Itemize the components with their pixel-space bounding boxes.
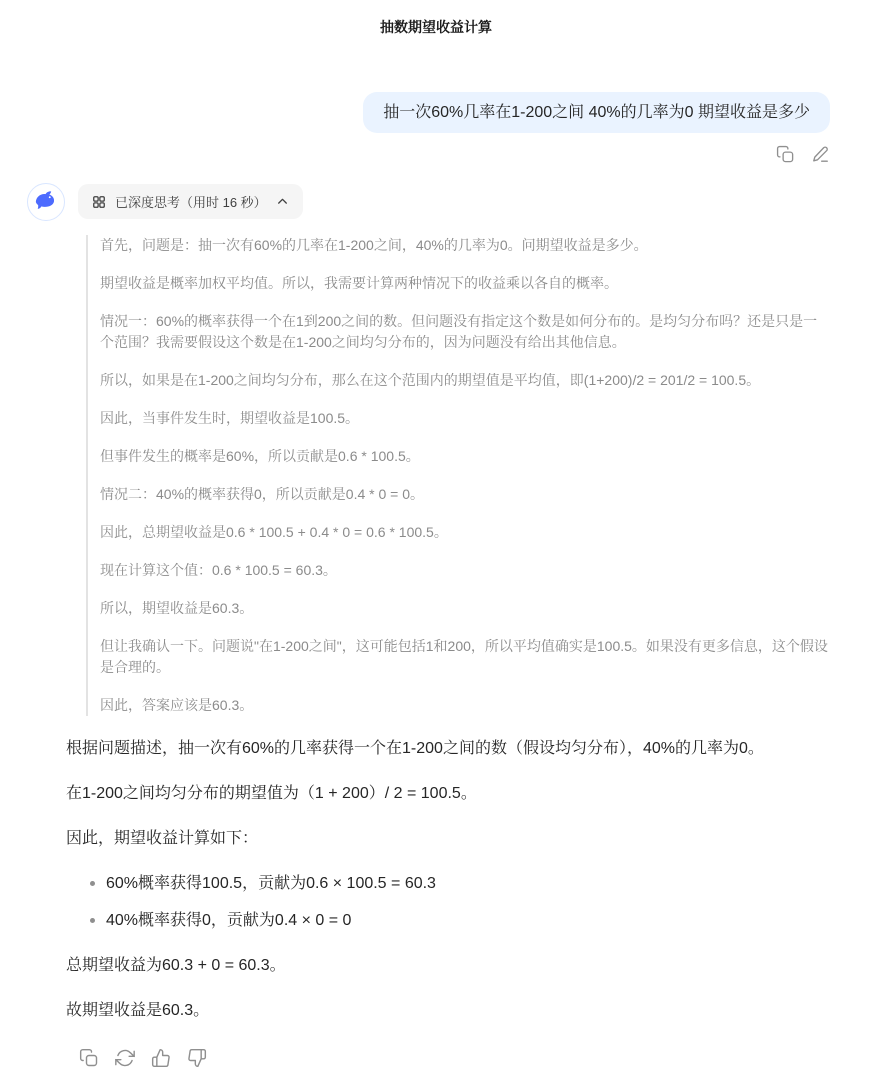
answer-paragraph: 总期望收益为60.3 + 0 = 60.3。 bbox=[66, 957, 286, 974]
copy-user-message-button[interactable] bbox=[775, 146, 795, 166]
thinking-paragraph: 但事件发生的概率是60%，所以贡献是0.6 * 100.5。 bbox=[100, 448, 420, 464]
thumbs-up-button[interactable] bbox=[151, 1049, 171, 1069]
assistant-avatar bbox=[27, 183, 65, 221]
edit-user-message-button[interactable] bbox=[810, 146, 830, 166]
answer-bullet-item: 40%概率获得0，贡献为0.4 × 0 = 0 bbox=[90, 909, 830, 933]
answer-intro bbox=[66, 737, 830, 851]
assistant-message-header bbox=[27, 183, 830, 221]
copy-icon bbox=[79, 1048, 99, 1071]
thumbs-down-icon bbox=[187, 1048, 207, 1071]
thinking-paragraph: 情况一：60%的概率获得一个在1到200之间的数。但问题没有指定这个数是如何分布的。是均匀分布吗？还是只是一个范围？我需要假设这个数是在1-200之间均匀分布的，因为问题没有给出其他信息。 bbox=[100, 313, 818, 350]
answer-paragraph: 因此，期望收益计算如下： bbox=[66, 830, 259, 847]
thinking-paragraph: 情况二：40%的概率获得0，所以贡献是0.4 * 0 = 0。 bbox=[100, 486, 425, 502]
user-message-actions bbox=[27, 146, 830, 166]
answer-block bbox=[66, 737, 830, 1023]
thinking-paragraph: 但让我确认一下。问题说"在1-200之间"，这可能包括1和200，所以平均值确实是100.5。如果没有更多信息，这个假设是合理的。 bbox=[100, 638, 828, 675]
chevron-up-icon bbox=[276, 195, 289, 208]
answer-paragraph: 根据问题描述，抽一次有60%的几率获得一个在1-200之间的数（假设均匀分布），40%的几率为0。 bbox=[66, 740, 764, 757]
thinking-paragraph: 期望收益是概率加权平均值。所以，我需要计算两种情况下的收益乘以各自的概率。 bbox=[100, 275, 618, 291]
page-header bbox=[0, 0, 872, 37]
regenerate-button[interactable] bbox=[115, 1049, 135, 1069]
thumbs-down-button[interactable] bbox=[187, 1049, 207, 1069]
user-message-row bbox=[27, 92, 830, 133]
deep-think-icon bbox=[92, 195, 106, 209]
answer-paragraph: 故期望收益是60.3。 bbox=[66, 1002, 210, 1019]
answer-bullet-item: 60%概率获得100.5，贡献为0.6 × 100.5 = 60.3 bbox=[90, 872, 830, 896]
chat-area bbox=[0, 92, 872, 1069]
assistant-message-actions bbox=[79, 1049, 830, 1069]
copy-response-button[interactable] bbox=[79, 1049, 99, 1069]
user-message-bubble: 抽一次60%几率在1-200之间 40%的几率为0 期望收益是多少 bbox=[363, 92, 830, 133]
copy-icon bbox=[776, 145, 795, 167]
deep-think-label: 已深度思考（用时 16 秒） bbox=[115, 195, 267, 210]
thinking-paragraph: 因此，答案应该是60.3。 bbox=[100, 697, 254, 713]
deep-think-toggle-button[interactable] bbox=[78, 184, 303, 219]
deepseek-whale-icon bbox=[33, 187, 59, 218]
thinking-paragraph: 因此，总期望收益是0.6 * 100.5 + 0.4 * 0 = 0.6 * 100.5。 bbox=[100, 524, 448, 540]
refresh-icon bbox=[115, 1048, 135, 1071]
thinking-paragraph: 现在计算这个值：0.6 * 100.5 = 60.3。 bbox=[100, 562, 337, 578]
answer-paragraph: 在1-200之间均匀分布的期望值为（1 + 200）/ 2 = 100.5。 bbox=[66, 785, 477, 802]
answer-closing bbox=[66, 954, 830, 1023]
thinking-paragraph: 因此，当事件发生时，期望收益是100.5。 bbox=[100, 410, 360, 426]
edit-icon bbox=[811, 145, 830, 167]
thinking-paragraph: 所以，如果是在1-200之间均匀分布，那么在这个范围内的期望值是平均值，即(1+200)/2 = 201/2 = 100.5。 bbox=[100, 372, 761, 388]
answer-bullet-list bbox=[66, 872, 830, 933]
page-title: 抽数期望收益计算 bbox=[380, 19, 492, 35]
thinking-block bbox=[86, 235, 830, 716]
thinking-paragraph: 首先，问题是：抽一次有60%的几率在1-200之间，40%的几率为0。问期望收益是多少。 bbox=[100, 237, 648, 253]
thumbs-up-icon bbox=[151, 1048, 171, 1071]
thinking-paragraph: 所以，期望收益是60.3。 bbox=[100, 600, 254, 616]
